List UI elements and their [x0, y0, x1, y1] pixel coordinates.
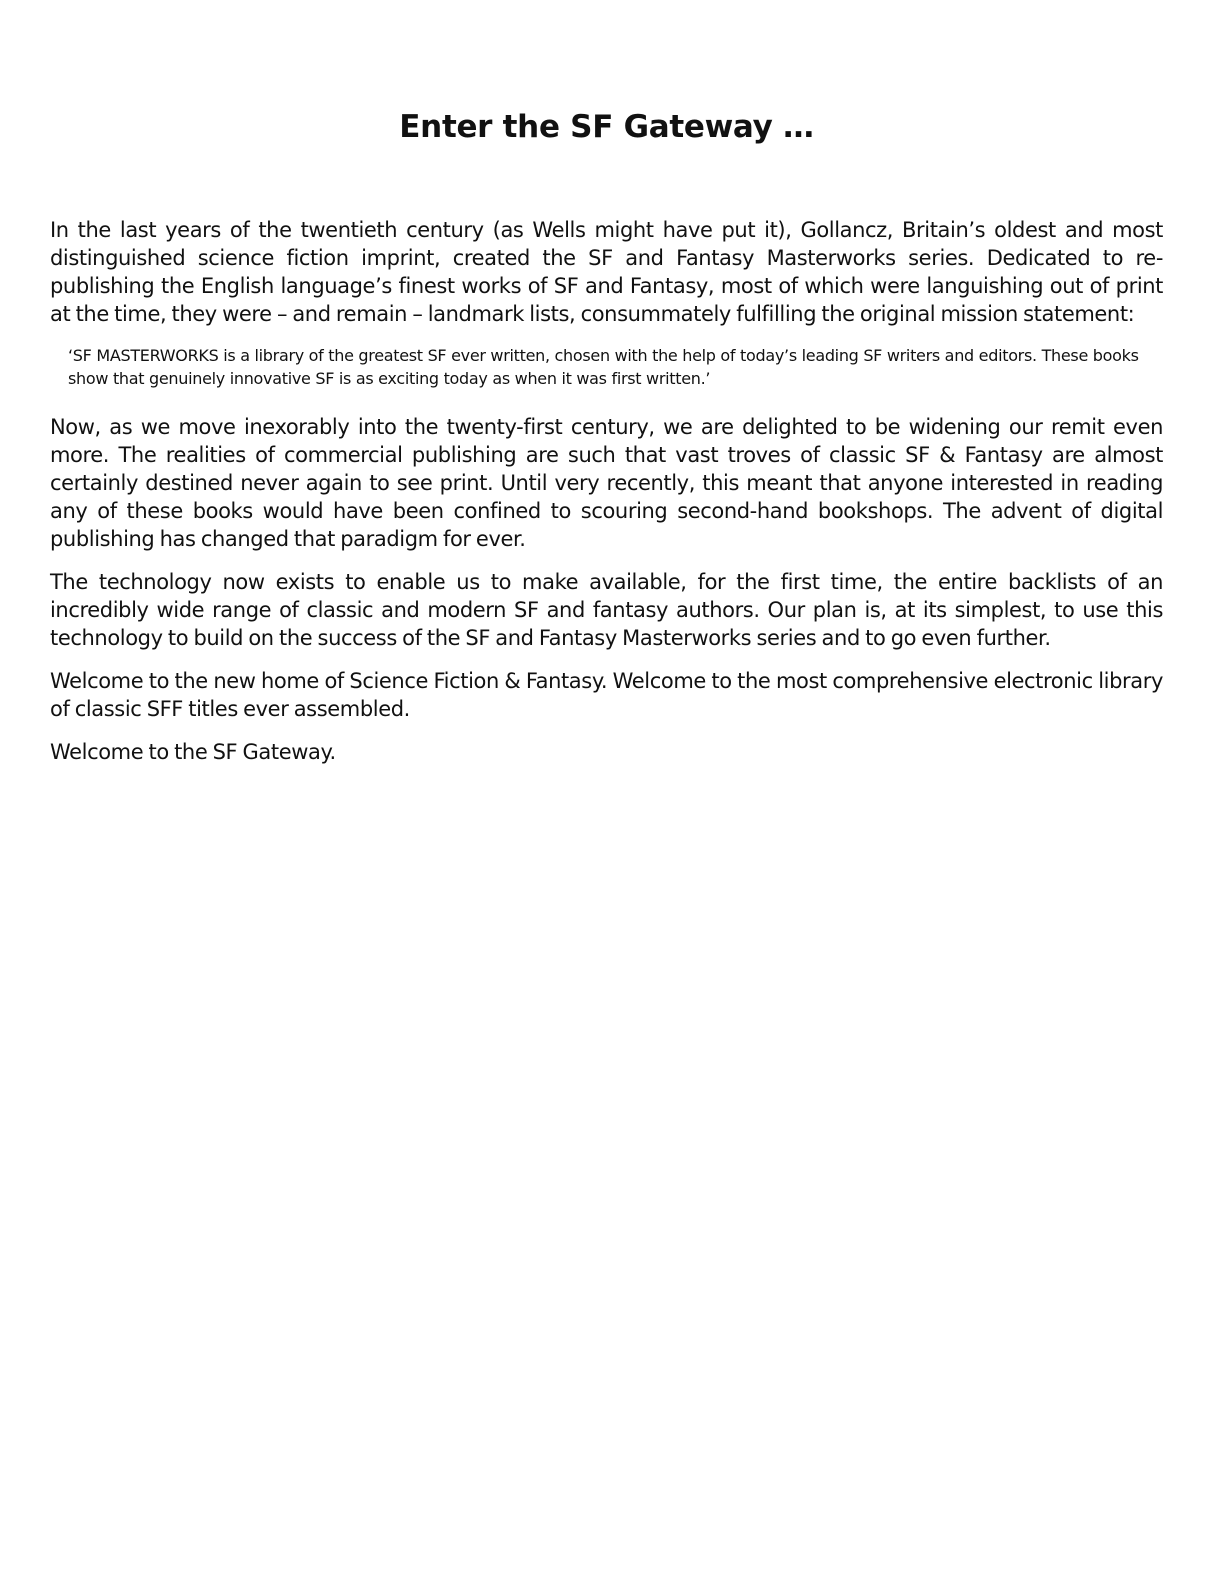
welcome-gateway-paragraph: Welcome to the SF Gateway. [50, 740, 336, 764]
technology-paragraph: The technology now exists to enable us to make available, for the first time, the entire backlists of an incredibly wide range of classic and modern SF and fantasy authors. Our plan is, at its simplest, to use this technology to build on the success of the SF and Fantasy Masterworks series and to go even further. [50, 570, 1163, 650]
intro-paragraph: In the last years of the twentieth century (as Wells might have put it), Gollancz, Britain’s oldest and most distinguished science fiction imprint, created the SF and Fantasy Masterworks series. Dedicated to re-publishing the English language’s finest works of SF and Fantasy, most of which were languishing out of print at the time, they were – and remain – landmark lists, consummately fulfilling the original mission statement: [50, 218, 1163, 326]
mission-statement-quote: ‘SF MASTERWORKS is a library of the greatest SF ever written, chosen with the help of today’s leading SF writers and editors. These books show that genuinely innovative SF is as exciting today as when it was first written.’ [68, 346, 1139, 388]
twenty-first-century-paragraph: Now, as we move inexorably into the twenty-first century, we are delighted to be widening our remit even more. The realities of commercial publishing are such that vast troves of classic SF & Fantasy are almost certainly destined never again to see print. Until very recently, this meant that anyone interested in reading any of these books would have been confined to scouring second-hand bookshops. The advent of digital publishing has changed that paradigm for ever. [50, 415, 1163, 551]
body-text [50, 216, 1163, 766]
page-title: Enter the SF Gateway … [399, 109, 814, 145]
document-page [50, 0, 1163, 781]
welcome-home-paragraph: Welcome to the new home of Science Fiction & Fantasy. Welcome to the most comprehensive electronic library of classic SFF titles ever assembled. [50, 669, 1163, 721]
